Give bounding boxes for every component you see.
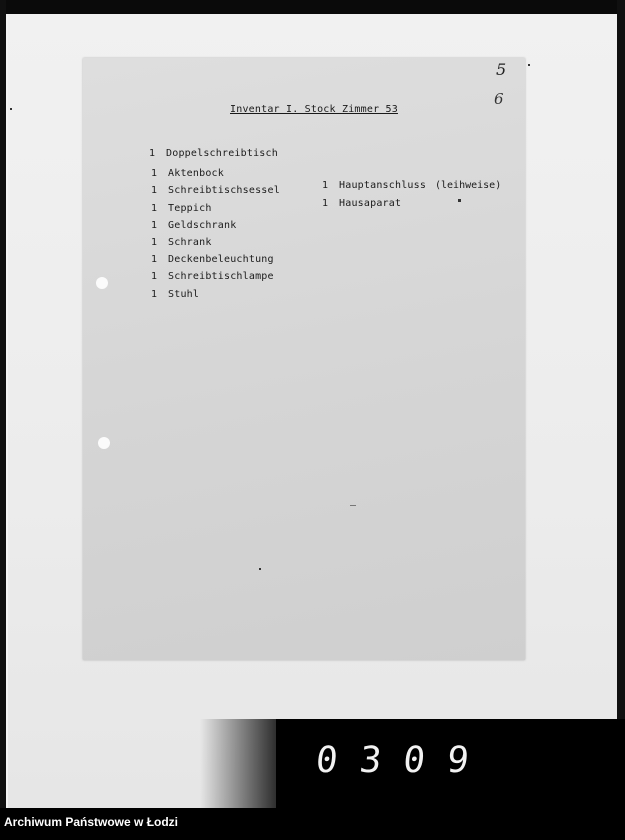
inventory-line [151, 220, 236, 231]
inventory-item: Teppich [168, 203, 212, 214]
inventory-item: Schreibtischsessel [168, 185, 280, 196]
punch-hole-upper [96, 277, 108, 289]
ink-speck [350, 505, 356, 506]
film-edge-fade [200, 719, 276, 809]
inventory-qty: 1 [151, 203, 158, 214]
frame-number: 0309 [313, 740, 493, 781]
inventory-qty: 1 [151, 168, 158, 179]
inventory-line [151, 203, 212, 214]
inventory-item: Hausaparat [339, 198, 402, 209]
document-title: Inventar I. Stock Zimmer 53 [230, 104, 398, 115]
inventory-qty: 1 [151, 185, 158, 196]
inventory-line [151, 237, 212, 248]
inventory-item: Hauptanschluss [339, 180, 427, 191]
inventory-item: Schrank [168, 237, 212, 248]
inventory-qty: 1 [322, 198, 329, 209]
inventory-qty: 1 [151, 237, 158, 248]
ink-speck [259, 568, 261, 570]
folio-number-handwritten-second: 6 [494, 90, 504, 108]
inventory-item: Deckenbeleuchtung [168, 254, 274, 265]
ink-speck [458, 199, 461, 202]
inventory-line [151, 168, 224, 179]
film-frame-top [0, 0, 625, 14]
inventory-line [149, 148, 278, 159]
film-frame-left [0, 0, 6, 808]
inventory-qty: 1 [151, 254, 158, 265]
loan-note: (leihweise) [435, 180, 502, 191]
inventory-qty: 1 [149, 148, 156, 159]
inventory-qty: 1 [151, 271, 158, 282]
inventory-item: Stuhl [168, 289, 200, 300]
folio-number-handwritten: 5 [496, 60, 507, 79]
inventory-item: Doppelschreibtisch [166, 148, 278, 159]
inventory-line [151, 254, 274, 265]
inventory-line [151, 185, 280, 196]
inventory-item: Aktenbock [168, 168, 224, 179]
archive-caption: Archiwum Państwowe w Łodzi [4, 815, 179, 829]
inventory-line [151, 289, 199, 300]
inventory-item: Geldschrank [168, 220, 237, 231]
inventory-qty: 1 [151, 289, 158, 300]
ink-speck [10, 108, 12, 110]
film-frame-right [617, 0, 625, 808]
inventory-qty: 1 [151, 220, 158, 231]
punch-hole-lower [98, 437, 110, 449]
inventory-line [151, 271, 274, 282]
inventory-item: Schreibtischlampe [168, 271, 274, 282]
inventory-line [322, 180, 426, 191]
ink-speck [528, 64, 530, 66]
inventory-line [322, 198, 401, 209]
inventory-qty: 1 [322, 180, 329, 191]
